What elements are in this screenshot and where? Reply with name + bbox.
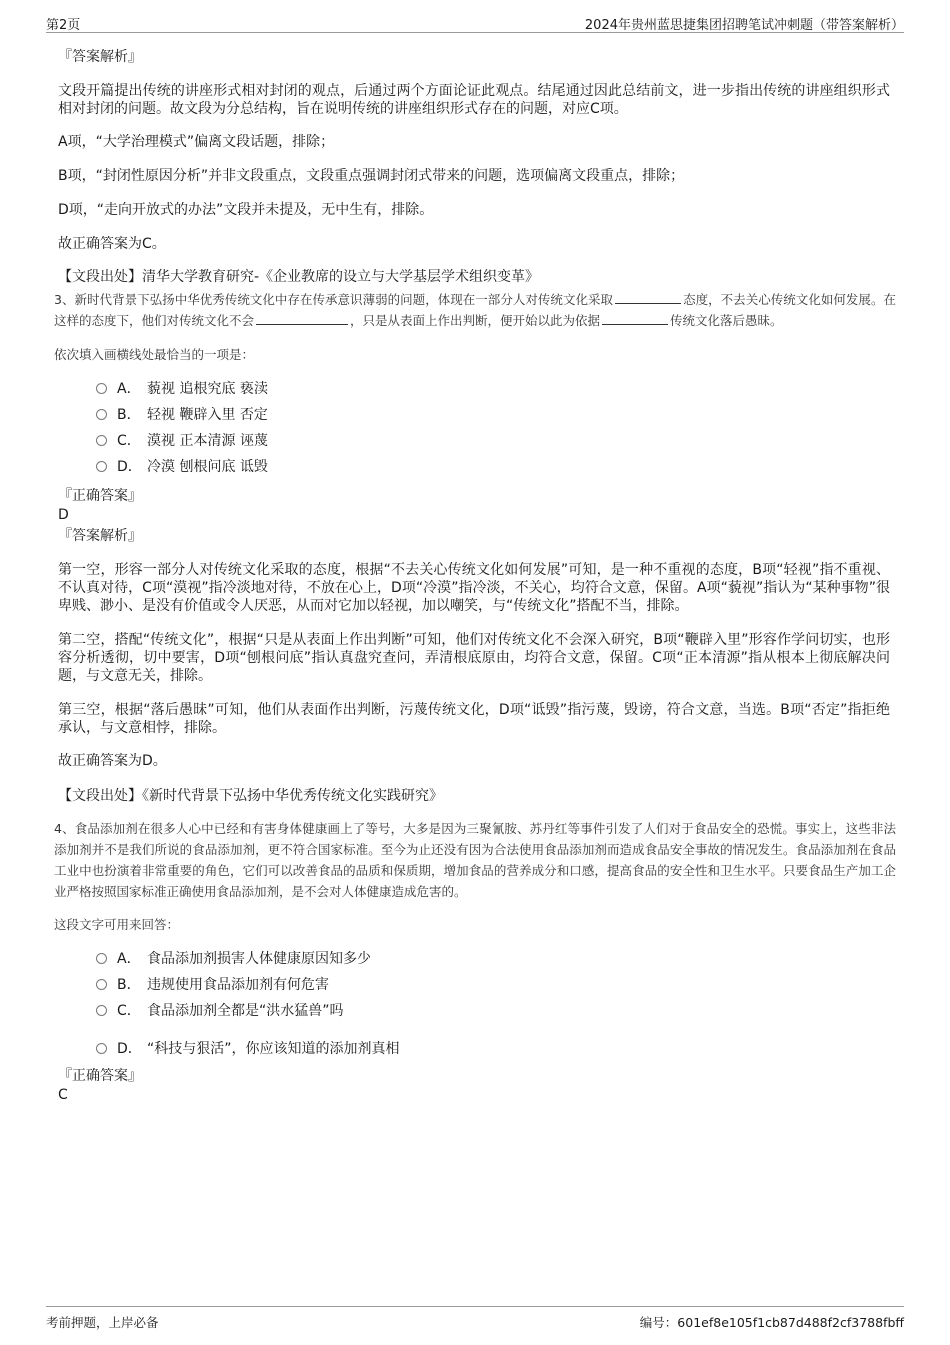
q4-stem: 4、食品添加剂在很多人心中已经和有害身体健康画上了等号，大多是因为三聚氰胺、苏丹红等事件引发了人们对于食品安全的恐慌。事实上，这些非法添加剂并不是我们所说的食品添加剂，更不符合国家标准。至今为止还没有因为合法使用食品添加剂而造成食品安全事故的情况发生。食品添加剂在食品工业中也扮演着非常重要的角色，它们可以改善食品的品质和保质期，增加食品的营养成分和口感，提高食品的安全性和卫生水平。只要食品生产加工企业严格按照国家标准正确使用食品添加剂，是不会对人体健康造成危害的。 (54, 821, 896, 899)
q4-option-d[interactable] (96, 1040, 400, 1058)
q3-stem-part4: 传统文化落后愚昧。 (670, 313, 783, 328)
q2-conclusion: 故正确答案为C。 (58, 236, 166, 252)
option-text: 冷漠 刨根问底 诋毁 (147, 459, 268, 475)
q2-analysis-a: A项，“大学治理模式”偏离文段话题，排除； (58, 134, 335, 150)
option-text: 漠视 正本清源 诬蔑 (147, 433, 268, 449)
radio-icon[interactable] (96, 979, 107, 990)
document-title: 2024年贵州蓝思捷集团招聘笔试冲刺题（带答案解析） (584, 18, 904, 33)
option-key: D． (117, 1041, 142, 1057)
document-id: 编号：601ef8e105f1cb87d488f2cf3788fbff (639, 1315, 904, 1330)
q3-stem-part1: 3、新时代背景下弘扬中华优秀传统文化中存在传承意识薄弱的问题，体现在一部分人对传统文化采取 (54, 292, 614, 307)
q3-blank-2 (256, 312, 348, 325)
page-footer (46, 1306, 904, 1330)
footer-slogan: 考前押题，上岸必备 (46, 1315, 159, 1330)
q3-blank-1 (615, 291, 681, 304)
radio-icon[interactable] (96, 461, 107, 472)
radio-icon[interactable] (96, 435, 107, 446)
q3-analysis-p1: 第一空，形容一部分人对传统文化采取的态度，根据“不去关心传统文化如何发展”可知，是一种不重视的态度，B项“轻视”指不重视、不认真对待，C项“漠视”指冷淡地对待，不放在心上，D项“冷漠”指冷淡，不关心，均符合文意，保留。A项“藐视”指认为“某种事物”很卑贱、渺小、是没有价值或令人厌恶，从而对它加以轻视，加以嘲笑，与“传统文化”搭配不当，排除。 (58, 562, 890, 614)
radio-icon[interactable] (96, 409, 107, 420)
option-text: 藐视 追根究底 亵渎 (147, 381, 268, 397)
q3-option-a[interactable] (96, 380, 268, 398)
q3-option-b[interactable] (96, 406, 268, 424)
q2-analysis-p1: 文段开篇提出传统的讲座形式相对封闭的观点，后通过两个方面论证此观点。结尾通过因此总结前文，进一步指出传统的讲座组织形式相对封闭的问题。故文段为分总结构，旨在说明传统的讲座组织形式存在的问题，对应C项。 (58, 83, 890, 117)
q3-stem-part2: 态度，不去关心传统文化如何发展。在这样的态度下，他们对传统文化不会 (54, 292, 896, 328)
option-key: A． (117, 951, 141, 967)
radio-icon[interactable] (96, 1043, 107, 1054)
q4-prompt: 这段文字可用来回答： (54, 917, 180, 932)
q3-conclusion: 故正确答案为D。 (58, 753, 167, 769)
q2-analysis-d: D项，“走向开放式的办法”文段并未提及，无中生有，排除。 (58, 202, 434, 218)
radio-icon[interactable] (96, 953, 107, 964)
page-number: 第2页 (46, 18, 81, 33)
q3-prompt: 依次填入画横线处最恰当的一项是： (54, 347, 255, 362)
option-text: “科技与狠活”，你应该知道的添加剂真相 (147, 1041, 400, 1057)
q4-answer-label: 『正确答案』 (58, 1068, 142, 1084)
q2-analysis-label: 『答案解析』 (58, 49, 142, 65)
q4-option-b[interactable] (96, 976, 329, 994)
q3-option-d[interactable] (96, 458, 268, 476)
option-key: C． (117, 1003, 141, 1019)
radio-icon[interactable] (96, 1005, 107, 1016)
q3-analysis-p2: 第二空，搭配“传统文化”，根据“只是从表面上作出判断”可知，他们对传统文化不会深入研究，B项“鞭辟入里”形容作学问切实，也形容分析透彻，切中要害，D项“刨根问底”指认真盘究查问，弄清根底原由，均符合文意，保留。C项“正本清源”指从根本上彻底解决问题，与文意无关，排除。 (58, 632, 890, 684)
q3-answer: D (58, 507, 69, 523)
radio-icon[interactable] (96, 383, 107, 394)
option-key: A． (117, 381, 141, 397)
q4-option-a[interactable] (96, 950, 371, 968)
q3-analysis-label: 『答案解析』 (58, 528, 142, 544)
option-text: 违规使用食品添加剂有何危害 (147, 977, 329, 993)
page-header (46, 14, 904, 33)
option-key: B． (117, 407, 141, 423)
q4-option-c[interactable] (96, 1002, 344, 1020)
q3-answer-label: 『正确答案』 (58, 488, 142, 504)
q4-answer: C (58, 1087, 68, 1103)
q3-stem (54, 289, 896, 331)
option-key: D． (117, 459, 142, 475)
q3-source: 【文段出处】《新时代背景下弘扬中华优秀传统文化实践研究》 (58, 788, 443, 804)
q3-blank-3 (602, 312, 668, 325)
q2-analysis-b: B项，“封闭性原因分析”并非文段重点，文段重点强调封闭式带来的问题，选项偏离文段重点，排除； (58, 168, 685, 184)
option-key: B． (117, 977, 141, 993)
option-text: 食品添加剂全都是“洪水猛兽”吗 (147, 1003, 344, 1019)
q2-source: 【文段出处】清华大学教育研究-《企业教席的设立与大学基层学术组织变革》 (58, 269, 540, 285)
option-text: 轻视 鞭辟入里 否定 (147, 407, 268, 423)
q3-option-c[interactable] (96, 432, 268, 450)
q3-stem-part3: ，只是从表面上作出判断，便开始以此为依据 (350, 313, 601, 328)
option-key: C． (117, 433, 141, 449)
q3-analysis-p3: 第三空，根据“落后愚昧”可知，他们从表面作出判断，污蔑传统文化，D项“诋毁”指污蔑，毁谤，符合文意，当选。B项“否定”指拒绝承认，与文意相悖，排除。 (58, 702, 890, 736)
option-text: 食品添加剂损害人体健康原因知多少 (147, 951, 371, 967)
